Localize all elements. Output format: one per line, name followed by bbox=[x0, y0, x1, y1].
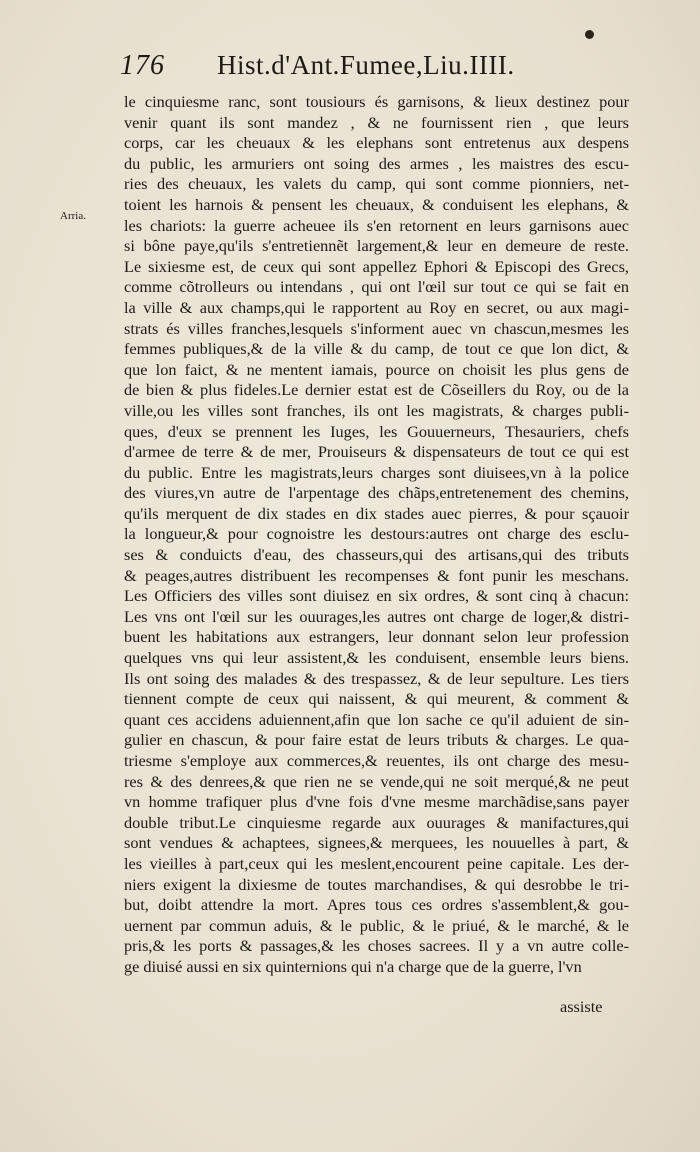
text-line: pris,& les ports & passages,& les choses sacrees. Il y a vn autre colle- bbox=[124, 936, 629, 956]
text-line: & peages,autres distribuent les recompenses & font punir les meschans. bbox=[124, 565, 629, 585]
text-line: de bien & plus fideles.Le dernier estat est de Cõseillers du Roy, ou de la bbox=[124, 380, 629, 400]
text-line: venir quant ils sont mandez , & ne fournissent rien , que leurs bbox=[124, 112, 629, 132]
text-line: niers exigent la dixiesme de toutes marchandises, & qui desrobbe le tri- bbox=[124, 874, 629, 894]
text-line: double tribut.Le cinquiesme regarde aux ouurages & manifactures,qui bbox=[124, 812, 629, 832]
body-text bbox=[124, 92, 629, 978]
text-line: ville,ou les villes sont franches, ils ont les magistrats, & charges publi- bbox=[124, 400, 629, 420]
page-header bbox=[120, 50, 640, 90]
text-line: du public. Entre les magistrats,leurs charges sont diuisees,vn à la police bbox=[124, 462, 629, 482]
text-line: toient les harnois & pensent les cheuaux, & conduisent les elephans, & bbox=[124, 194, 629, 214]
text-line: ge diuisé aussi en six quinternions qui n'a charge que de la guerre, l'vn bbox=[124, 956, 582, 976]
text-line: corps, car les cheuaux & les elephans sont entretenus aux despens bbox=[124, 133, 629, 153]
text-line: ques, d'eux se prennent les Iuges, les Gouuerneurs, Thesauriers, chefs bbox=[124, 421, 629, 441]
running-head: Hist.d'Ant.Fumee,Liu.IIII. bbox=[217, 50, 515, 80]
text-line: but, doibt attendre la mort. Apres tous ces ordres s'assemblent,& gou- bbox=[124, 895, 629, 915]
catchword: assiste bbox=[560, 997, 603, 1016]
text-line: les vieilles à part,ceux qui les meslent,encourent peine capitale. Les der- bbox=[124, 853, 629, 873]
text-line: la longueur,& pour cognoistre les destours:autres ont charge des esclu- bbox=[124, 524, 629, 544]
text-line: quelques vns qui leur assistent,& les conduisent, ensemble leurs biens. bbox=[124, 648, 629, 668]
text-line: ses & conduicts d'eau, des chasseurs,qui des artisans,qui des tributs bbox=[124, 545, 629, 565]
text-line: femmes publiques,& de la ville & du camp, de tout ce que lon dict, & bbox=[124, 339, 629, 359]
text-line: le cinquiesme ranc, sont tousiours és garnisons, & lieux destinez pour bbox=[124, 92, 629, 111]
text-line: que lon faict, & ne mentent iamais, pource on choisit les plus gens de bbox=[124, 359, 629, 379]
text-line: comme cõtrolleurs ou intendans , qui ont l'œil sur tout ce qui se fait en bbox=[124, 277, 629, 297]
text-line: ries des cheuaux, les valets du camp, qui sont comme pionniers, net- bbox=[124, 174, 629, 194]
text-line: des viures,vn autre de l'arpentage des chãps,entretenement des chemins, bbox=[124, 483, 629, 503]
text-line: tiennent compte de ceux qui naissent, & qui meurent, & comment & bbox=[124, 689, 629, 709]
text-line: les chariots: la guerre acheuee ils s'en retornent en leurs garnisons auec bbox=[124, 215, 629, 235]
text-line: gulier en chascun, & pour faire estat de leurs tributs & charges. Le qua- bbox=[124, 730, 629, 750]
page-number: 176 bbox=[120, 50, 165, 81]
text-line: la ville & aux champs,qui le rapportent au Roy en secret, ou aux magi- bbox=[124, 297, 629, 317]
text-line: triesme s'employe aux commerces,& reuentes, ils ont charge des mesu- bbox=[124, 751, 629, 770]
text-line: res & des denrees,& que rien ne se vende,qui ne soit merqué,& ne peut bbox=[124, 771, 629, 791]
text-line: Les Officiers des villes sont diuisez en six ordres, & sont cinq à chacun: bbox=[124, 586, 629, 606]
text-line: strats és villes franches,lesquels s'informent auec vn chascun,mesmes les bbox=[124, 318, 629, 338]
text-line: si bône paye,qu'ils s'entretiennẽt largement,& leur en demeure de reste. bbox=[124, 236, 629, 256]
text-line: Les vns ont l'œil sur les ouurages,les autres ont charge de loger,& distri- bbox=[124, 606, 629, 626]
text-line: qu'ils merquent de dix stades en dix stades auec pierres, & pour sçauoir bbox=[124, 503, 629, 523]
text-line: quant ces accidens aduiennent,afin que lon sache ce qu'il aduient de sin- bbox=[124, 709, 629, 729]
text-line: uernent par commun aduis, & le public, & le priué, & le marché, & le bbox=[124, 915, 629, 935]
ornament-dot bbox=[585, 30, 594, 39]
text-line: buent les habitations aux estrangers, leur donnant selon leur profession bbox=[124, 627, 629, 647]
text-line: d'armee de terre & de mer, Prouiseurs & dispensateurs de tout ce qui est bbox=[124, 442, 629, 462]
text-line: vn homme trafiquer plus d'vne fois d'vne mesme marchãdise,sans payer bbox=[124, 792, 629, 812]
text-line: Le sixiesme est, de ceux qui sont appellez Ephori & Episcopi des Grecs, bbox=[124, 256, 629, 276]
text-line: Ils ont soing des malades & des trespassez, & de leur sepulture. Les tiers bbox=[124, 668, 629, 688]
text-line: sont vendues & achaptees, signees,& merquees, les nouuelles à part, & bbox=[124, 833, 629, 853]
margin-note: Arria. bbox=[60, 210, 86, 222]
text-line: du public, les armuriers ont soing des armes , les maistres des escu- bbox=[124, 153, 629, 173]
